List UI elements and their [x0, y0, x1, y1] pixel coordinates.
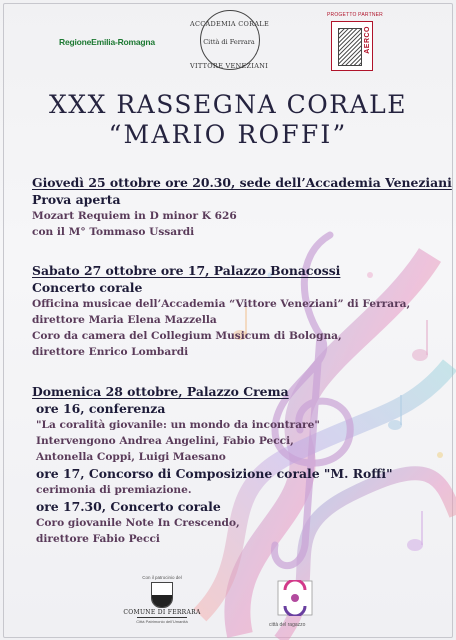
event-detail: direttore Maria Elena Mazzella [32, 314, 217, 326]
accademia-bottom-text: VITTORE VENEZIANI [190, 62, 269, 70]
event-detail: Officina musicae dell’Accademia “Vittore Veneziani” di Ferrara, [32, 298, 411, 310]
event-heading: Sabato 27 ottobre ore 17, Palazzo Bonacossi [32, 263, 341, 278]
event-heading: Giovedì 25 ottobre ore 20.30, sede dell’Accademia Veneziani [32, 175, 452, 190]
citta-del-ragazzo-logo [269, 580, 329, 628]
patrocinio-caption: Con il patrocinio del [142, 575, 182, 580]
regione-emilia-romagna-logo [56, 35, 155, 49]
event-detail: Antonella Coppi, Luigi Maesano [36, 451, 226, 463]
ragazzo-caption: città del ragazzo [269, 622, 306, 628]
event-block [32, 174, 452, 240]
event-time: ore 17.30, Concerto corale [36, 499, 221, 514]
poster-title-line1: XXX RASSEGNA CORALE [49, 90, 407, 119]
aerco-partner-logo [327, 12, 383, 72]
aerco-name: AERCO [364, 26, 371, 54]
event-subtitle: Prova aperta [32, 192, 121, 207]
event-heading: Domenica 28 ottobre, Palazzo Crema [32, 384, 289, 399]
event-detail: direttore Enrico Lombardi [32, 346, 189, 358]
event-detail: Intervengono Andrea Angelini, Fabio Pecci, [36, 435, 294, 447]
event-subtitle: Concerto corale [32, 280, 143, 295]
comune-ferrara-logo [120, 575, 204, 624]
event-time: ore 17, Concorso di Composizione corale "M. Roffi" [36, 466, 393, 481]
event-time: ore 16, conferenza [36, 401, 166, 416]
accademia-corale-logo [190, 8, 270, 82]
event-detail: Mozart Requiem in D minor K 626 [32, 210, 237, 222]
ferrara-crest-icon [151, 582, 173, 608]
divider [137, 617, 187, 618]
event-detail: "La coralità giovanile: un mondo da incontrare" [36, 419, 320, 431]
aerco-logo-box [331, 21, 373, 71]
regione-logo-text: RegioneEmilia-Romagna [59, 37, 155, 47]
note-icon [407, 539, 423, 551]
event-block [32, 383, 393, 547]
poster-title-line2: “MARIO ROFFI” [108, 120, 348, 149]
note-icon [412, 349, 428, 361]
citta-ragazzo-icon [277, 580, 313, 616]
event-detail: Coro giovanile Note In Crescendo, [36, 517, 240, 529]
event-detail: Coro da camera del Collegium Musicum di Bologna, [32, 330, 342, 342]
accademia-top-text: ACCADEMIA CORALE [190, 20, 270, 28]
comune-subtitle: Città Patrimonio dell'Umanità [136, 619, 188, 624]
aerco-emblem-icon [338, 28, 362, 66]
partner-caption: PROGETTO PARTNER [327, 12, 383, 18]
event-block [32, 262, 410, 360]
event-detail: con il M° Tommaso Ussardi [32, 226, 195, 238]
accademia-center-text: Città di Ferrara [203, 38, 255, 46]
star-dot [437, 452, 443, 458]
event-detail: cerimonia di premiazione. [36, 484, 192, 496]
comune-name: COMUNE DI FERRARA [123, 609, 201, 616]
event-detail: direttore Fabio Pecci [36, 533, 160, 545]
